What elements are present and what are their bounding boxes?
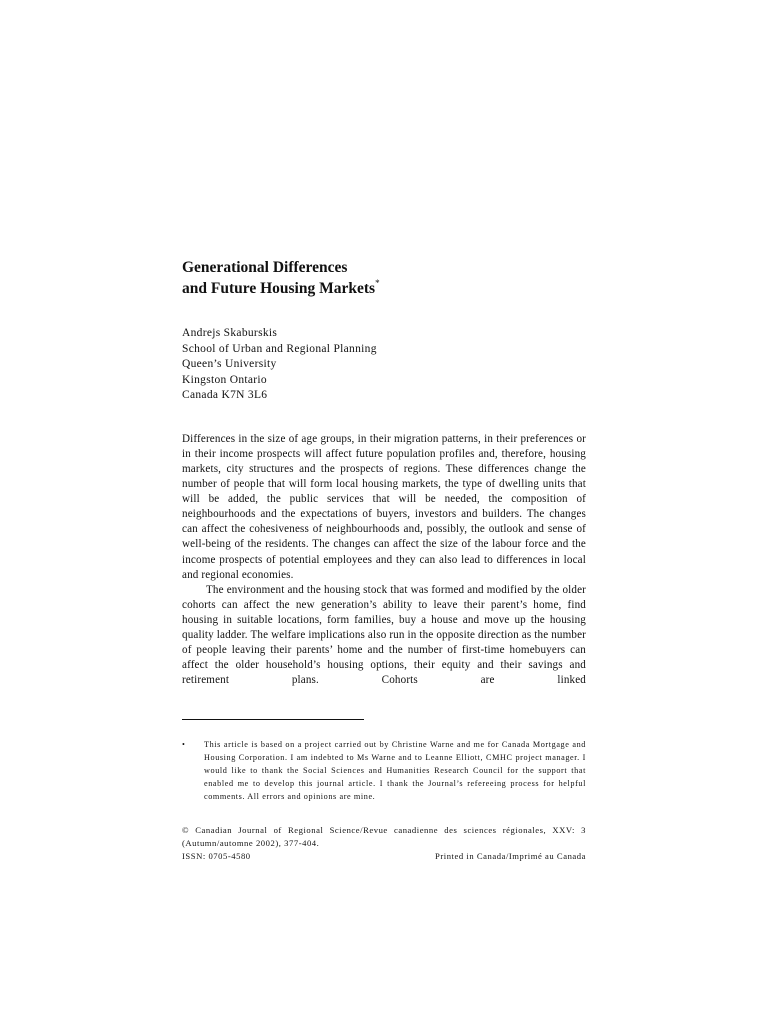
footnote	[182, 738, 586, 803]
author-city: Kingston Ontario	[182, 373, 267, 386]
author-university: Queen’s University	[182, 358, 277, 370]
journal-issn: ISSN: 0705-4580	[182, 851, 251, 862]
footnote-bullet: •	[182, 740, 186, 749]
footnote-marker: *	[375, 278, 380, 288]
title-line-2	[182, 278, 602, 299]
journal-citation: © Canadian Journal of Regional Science/Revue canadienne des sciences régionales, XXV: 3	[182, 825, 586, 835]
title-line-1: Generational Differences	[182, 259, 348, 276]
footnote-text: This article is based on a project carried out by Christine Warne and me for Canada Mortgage and Housing Corporation. I am indebted to Ms Warne and to Leanne Elliott, CMHC project manager. I would like to thank the Social Sciences and Humanities Research Council for the support that enabled me to develop this journal article. I thank the Journal’s refereeing process for helpful comments. All errors and opinions are mine.	[204, 740, 586, 802]
author-department: School of Urban and Regional Planning	[182, 342, 377, 355]
article-title	[182, 257, 602, 299]
author-country: Canada K7N 3L6	[182, 389, 268, 401]
journal-issue: (Autumn/automne 2002), 377-404.	[182, 838, 320, 849]
journal-printed: Printed in Canada/Imprimé au Canada	[435, 851, 586, 862]
title-line-2-text: and Future Housing Markets	[182, 280, 376, 297]
author-name: Andrejs Skaburskis	[182, 327, 278, 339]
journal-footer-line	[182, 850, 586, 863]
article-body	[182, 432, 586, 688]
body-paragraph-2: The environment and the housing stock that was formed and modified by the older cohorts can affect the new generation’s ability to leave their parent’s home, find housing in suitable locations, form families, buy a house and move up the housing quality ladder. The welfare implications also run in the opposite direction as the number of people leaving their parents’ home and the number of first-time homebuyers can affect the older household’s housing options, their equity and their savings and retirement plans. Cohorts are linked	[182, 583, 586, 686]
author-block	[182, 326, 377, 404]
journal-info	[182, 824, 586, 864]
body-paragraph-1: Differences in the size of age groups, in their migration patterns, in their preferences or in their income prospects will affect future population profiles and, therefore, housing markets, city structures and the prospects of regions. These differences change the number of people that will form local housing markets, the type of dwelling units that will be added, the public services that will be needed, the composition of neighbourhoods and the expectations of buyers, investors and builders. The changes can affect the cohesiveness of neighbourhoods and, possibly, the outlook and sense of well-being of the residents. The changes can affect the size of the labour force and the income prospects of potential employees and they can also lead to differences in local and regional economies.	[182, 433, 586, 581]
footnote-divider	[182, 719, 364, 720]
